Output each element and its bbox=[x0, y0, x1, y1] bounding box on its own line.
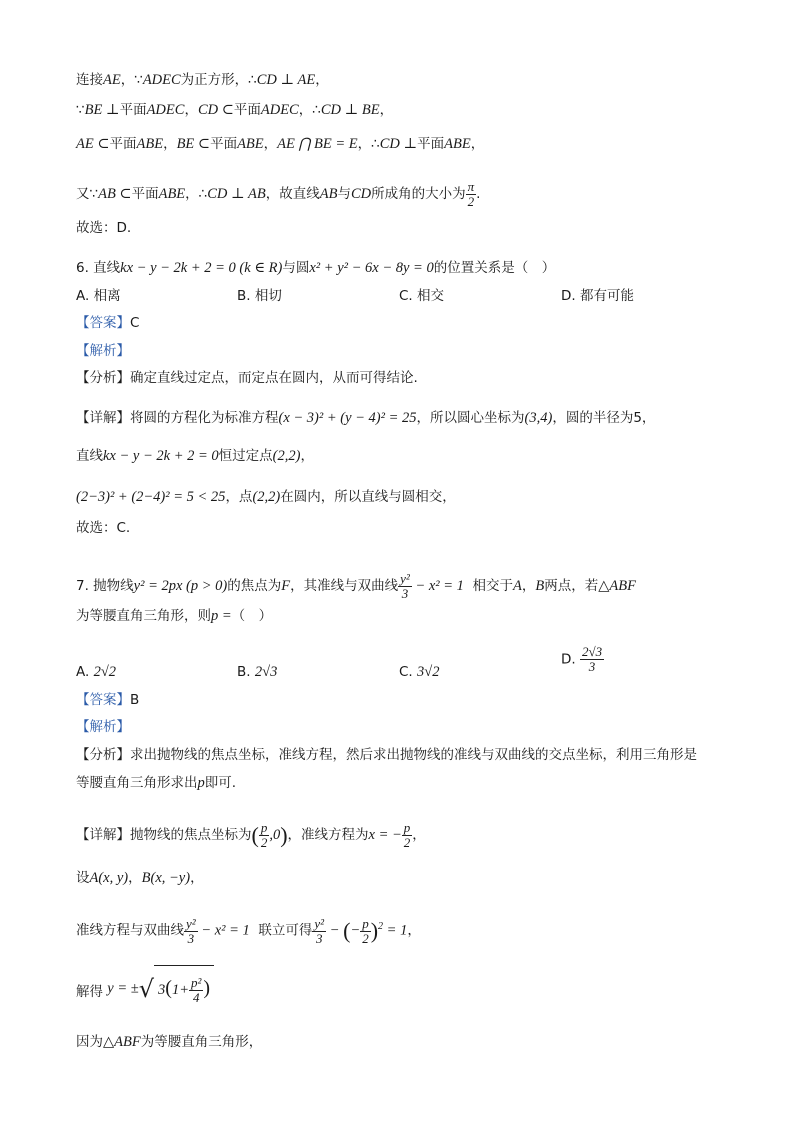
fraction-pi-over-2: $\frac{\pi}{2}$ bbox=[467, 179, 475, 209]
q7-answer: 【答案】B bbox=[76, 692, 140, 708]
question-7-line-2: 为等腰直角三角形，则p =（ ） bbox=[76, 608, 273, 624]
q6-analysis: 【分析】确定直线过定点，而定点在圆内，从而可得结论. bbox=[76, 370, 418, 386]
solution-line-4: 又∵AB ⊂平面ABE，∴CD ⊥ AB，故直线AB与CD所成角的大小为 $\frac{\pi}{2}$ . bbox=[76, 179, 481, 209]
q7-detail-4: 解得 y = ±√ 3(1+ $\frac{\text{p²}}{4}$ ) bbox=[76, 965, 214, 1012]
q7-analysis-label: 【解析】 bbox=[76, 719, 130, 735]
solution-conclusion-5: 故选：D. bbox=[76, 220, 132, 236]
q6-option-d: D. 都有可能 bbox=[561, 288, 634, 304]
q6-analysis-label: 【解析】 bbox=[76, 343, 130, 359]
fraction-2root3-over-3: $\frac{2√3}{3}$ bbox=[581, 644, 603, 674]
solution-line-1: 连接AE，∵ADEC为正方形，∴CD ⊥ AE， bbox=[76, 72, 329, 88]
q7-detail-5: 因为△ABF为等腰直角三角形， bbox=[76, 1034, 263, 1050]
q7-option-a: A. 2√2 bbox=[76, 664, 117, 680]
question-6: 6. 直线kx − y − 2k + 2 = 0 (k ∈ R)与圆x² + y² − 6x − 8y = 0的位置关系是（ ） bbox=[76, 260, 556, 276]
fraction-y2-over-3-c: $\frac{\text{y²}}{3}$ bbox=[314, 915, 325, 946]
q6-detail-2: 直线kx − y − 2k + 2 = 0恒过定点(2,2)， bbox=[76, 448, 314, 464]
q6-option-b: B. 相切 bbox=[237, 288, 282, 304]
fraction-p-over-2-directrix: $\frac{p}{2}$ bbox=[403, 820, 411, 850]
q6-detail-3: (2−3)² + (2−4)² = 5 < 25，点(2,2)在圆内，所以直线与圆相交， bbox=[76, 489, 456, 505]
fraction-p2-over-4: $\frac{\text{p²}}{4}$ bbox=[191, 975, 202, 1005]
q7-option-b: B. 2√3 bbox=[237, 664, 278, 680]
fraction-p-over-2: $\frac{p}{2}$ bbox=[260, 820, 268, 850]
fraction-p-over-2-c: $\frac{p}{2}$ bbox=[362, 915, 369, 946]
q7-detail-3: 准线方程与双曲线 $\frac{\text{y²}}{3}$ − x² = 1 联立可得 $\frac{\text{y²}}{3}$ − (− $\frac{p}{2}$ )$^2$ = 1， bbox=[76, 915, 421, 946]
q6-conclusion: 故选：C. bbox=[76, 520, 131, 536]
q6-answer: 【答案】C bbox=[76, 315, 140, 331]
q6-option-c: C. 相交 bbox=[399, 288, 445, 304]
q7-analysis-2: 等腰直角三角形求出p即可. bbox=[76, 775, 237, 791]
solution-line-3: AE ⊂平面ABE，BE ⊂平面ABE，AE ⋂ BE = E，∴CD ⊥平面ABE， bbox=[76, 136, 485, 152]
solution-line-2: ∵BE ⊥平面ADEC，CD ⊂平面ADEC，∴CD ⊥ BE， bbox=[76, 102, 394, 118]
question-7-line-1: 7. 抛物线y² = 2px (p > 0)的焦点为F，其准线与双曲线 $\frac{\text{y²}}{3}$ − x² = 1 相交于A，B两点，若△ABF bbox=[76, 571, 636, 601]
q7-detail-1: 【详解】抛物线的焦点坐标为( $\frac{p}{2}$ ,0)，准线方程为x = − $\frac{p}{2}$ ， bbox=[76, 820, 426, 850]
q7-detail-2: 设A(x, y)，B(x, −y)， bbox=[76, 870, 204, 886]
fraction-y2-over-3-b: $\frac{\text{y²}}{3}$ bbox=[186, 915, 196, 946]
fraction-y2-over-3: $\frac{\text{y²}}{3}$ bbox=[400, 571, 410, 601]
q7-option-c: C. 3√2 bbox=[399, 664, 440, 680]
q7-analysis-1: 【分析】求出抛物线的焦点坐标，准线方程，然后求出抛物线的准线与双曲线的交点坐标，利用三角形是 bbox=[76, 747, 697, 763]
q6-option-a: A. 相离 bbox=[76, 288, 121, 304]
q6-detail-1: 【详解】将圆的方程化为标准方程(x − 3)² + (y − 4)² = 25，所以圆心坐标为(3,4)，圆的半径为5， bbox=[76, 410, 656, 426]
q7-option-d: D. $\frac{2√3}{3}$ bbox=[561, 644, 603, 674]
